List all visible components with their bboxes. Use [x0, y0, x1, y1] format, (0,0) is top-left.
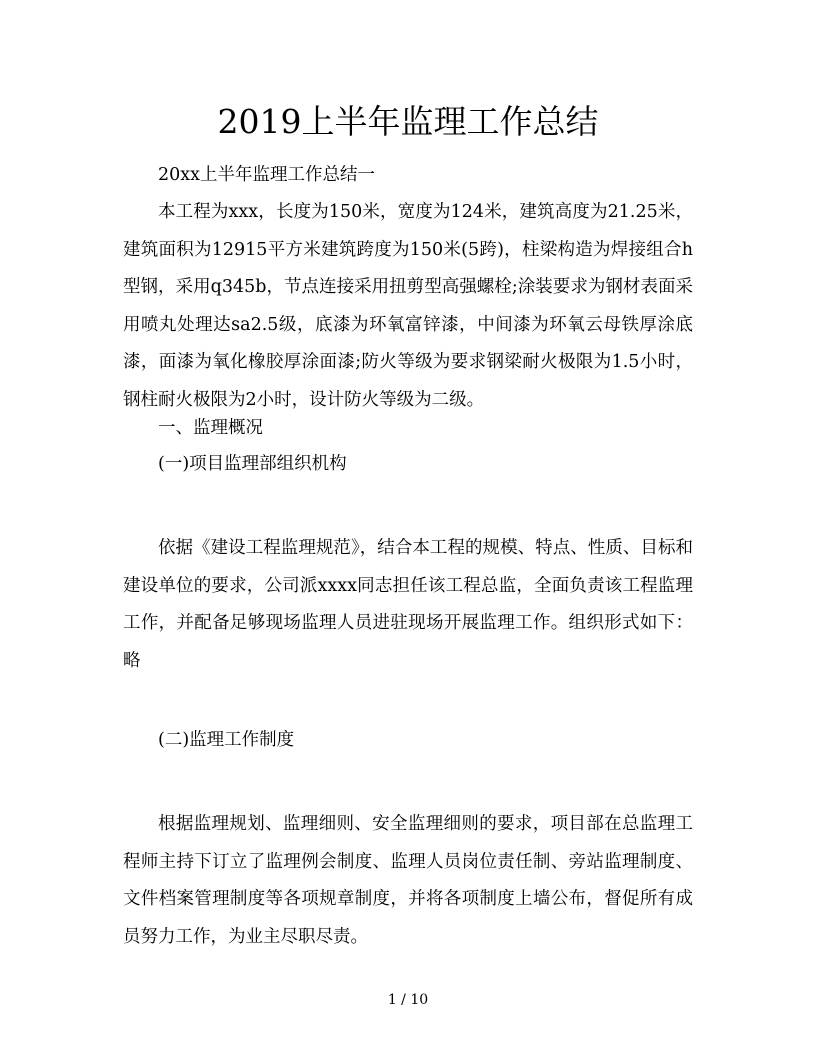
subsection-heading-rules: (二)监理工作制度	[158, 730, 295, 750]
page-indicator: 1 / 10	[387, 992, 429, 1008]
document-subtitle: 20xx上半年监理工作总结一	[158, 165, 376, 185]
rules-paragraph: 根据监理规划、监理细则、安全监理细则的要求，项目部在总监理工程师主持下订立了监理例会制度、监理人员岗位责任制、旁站监理制度、文件档案管理制度等各项规章制度，并将各项制度上墙公布，督促所有成员努力工作，为业主尽职尽责。	[123, 814, 693, 947]
organization-paragraph: 依据《建设工程监理规范》，结合本工程的规模、特点、性质、目标和建设单位的要求，公司派xxxx同志担任该工程总监，全面负责该工程监理工作，并配备足够现场监理人员进驻现场开展监理工作。组织形式如下：略	[123, 538, 693, 671]
subsection-heading-organization: (一)项目监理部组织机构	[158, 454, 347, 474]
intro-paragraph: 本工程为xxx，长度为150米，宽度为124米，建筑高度为21.25米，建筑面积为12915平方米建筑跨度为150米(5跨)，柱梁构造为焊接组合h型钢，采用q345b，节点连接采用扭剪型高强螺栓;涂装要求为钢材表面采用喷丸处理达sa2.5级，底漆为环氧富锌漆，中间漆为环氧云母铁厚涂底漆，面漆为氧化橡胶厚涂面漆;防火等级为要求钢梁耐火极限为1.5小时，钢柱耐火极限为2小时，设计防火等级为二级。	[123, 202, 693, 410]
document-title: 2019上半年监理工作总结	[217, 102, 599, 141]
section-heading: 一、监理概况	[158, 418, 263, 438]
